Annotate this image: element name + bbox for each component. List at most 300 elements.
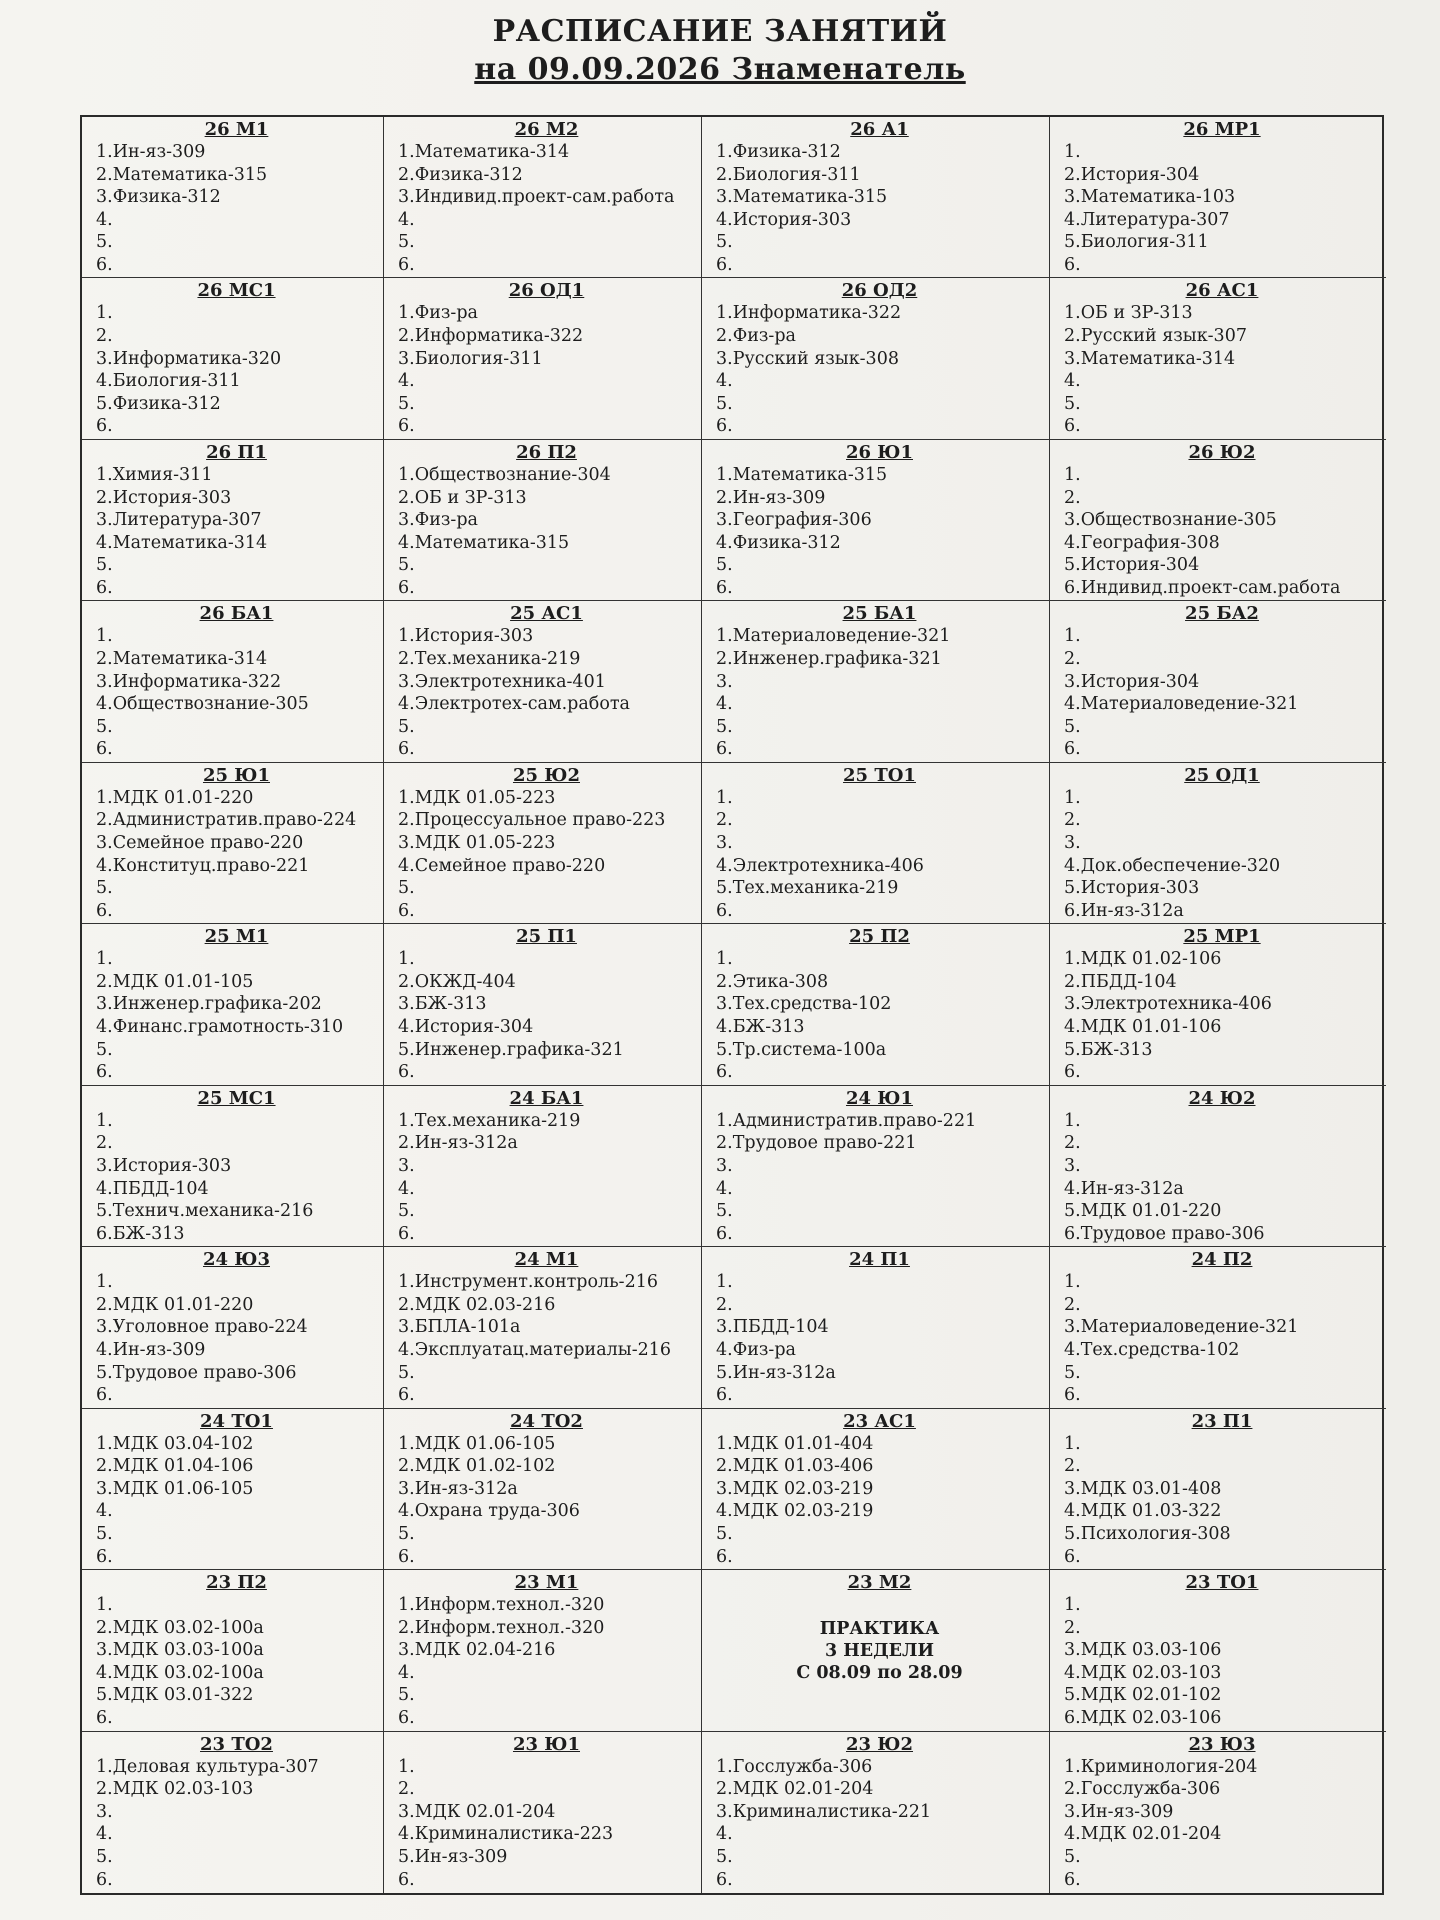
- lesson-line: 2.: [716, 810, 733, 831]
- lesson-line: 2.: [1064, 1456, 1081, 1477]
- page-subtitle: на 09.09.2026 Знаменатель: [474, 52, 966, 87]
- group-cell: [384, 601, 702, 762]
- lesson-line: 4.МДК 02.01-204: [1064, 1824, 1222, 1845]
- lesson-line: 1.МДК 03.04-102: [96, 1433, 254, 1454]
- lesson-line: 4.МДК 02.03-219: [716, 1501, 874, 1522]
- lesson-line: 1.МДК 01.02-106: [1064, 949, 1222, 970]
- lesson-line: 5.БЖ-313: [1064, 1039, 1153, 1060]
- lesson-line: 2.: [96, 326, 113, 347]
- group-cell: [384, 1570, 702, 1731]
- lesson-line: 1.МДК 01.05-223: [398, 787, 556, 808]
- group-name: 24 БА1: [509, 1087, 584, 1109]
- lesson-line: 1.: [1064, 1110, 1081, 1131]
- lesson-line: 1.Математика-314: [398, 142, 570, 162]
- lesson-line: 6.: [96, 254, 113, 275]
- lesson-line: 6.МДК 02.03-106: [1064, 1708, 1222, 1729]
- lesson-line: 4.БЖ-313: [716, 1017, 805, 1038]
- lesson-line: 3.: [398, 1155, 415, 1176]
- lesson-line: 4.История-303: [716, 209, 852, 230]
- lesson-line: 4.Математика-314: [96, 532, 268, 553]
- lesson-line: 2.МДК 01.01-105: [96, 971, 254, 992]
- group-name: 25 БА1: [842, 603, 917, 625]
- group-cell: [1050, 1247, 1386, 1408]
- lesson-line: 1.: [1064, 787, 1081, 808]
- lesson-line: 5.МДК 01.01-220: [1064, 1201, 1222, 1222]
- lesson-line: 5.: [96, 555, 113, 576]
- lesson-line: 3.Информатика-322: [96, 671, 282, 692]
- lesson-line: 5.Трудовое право-306: [96, 1362, 297, 1383]
- group-name: 23 М1: [514, 1572, 579, 1594]
- lesson-line: 6.: [398, 577, 415, 598]
- lesson-line: 3.МДК 02.01-204: [398, 1801, 556, 1822]
- lesson-line: 4.: [716, 694, 733, 715]
- lesson-line: 2.Инженер.графика-321: [716, 648, 942, 669]
- lesson-line: 5.МДК 03.01-322: [96, 1685, 254, 1706]
- lesson-line: 4.Эксплуатац.материалы-216: [398, 1339, 672, 1360]
- group-name: 26 ОД2: [841, 280, 918, 302]
- lesson-line: 2.: [1064, 648, 1081, 669]
- group-name: 24 ТО1: [200, 1410, 273, 1432]
- lesson-line: 2.МДК 01.03-406: [716, 1456, 874, 1477]
- lesson-line: 6.: [398, 416, 415, 437]
- lesson-line: 2.Процессуальное право-223: [398, 810, 666, 831]
- lesson-line: 3.: [716, 671, 733, 692]
- group-cell: [702, 1409, 1050, 1570]
- lesson-line: 4.: [96, 1501, 113, 1522]
- lesson-line: 4.Математика-315: [398, 532, 570, 553]
- lesson-line: 3.МДК 03.01-408: [1064, 1478, 1222, 1499]
- lesson-line: 4.: [398, 1662, 415, 1683]
- lesson-line: 6.: [716, 900, 733, 921]
- group-name: 26 БА1: [199, 603, 274, 625]
- lesson-line: 2.МДК 02.01-204: [716, 1779, 874, 1800]
- lesson-line: 4.Финанс.грамотность-310: [96, 1017, 344, 1038]
- lesson-line: 5.: [716, 1846, 733, 1867]
- lesson-line: 4.Конституц.право-221: [96, 855, 310, 876]
- group-cell: [384, 117, 702, 278]
- lesson-line: 6.: [398, 1869, 415, 1890]
- lesson-line: 4.: [716, 1178, 733, 1199]
- group-cell: [702, 117, 1050, 278]
- lesson-line: 1.Физика-312: [716, 142, 841, 162]
- lesson-line: 4.: [398, 1178, 415, 1199]
- lesson-line: 2.ОКЖД-404: [398, 971, 516, 992]
- lesson-line: 1.: [398, 949, 415, 970]
- group-cell: [82, 763, 384, 924]
- lesson-line: 3.МДК 02.03-219: [716, 1478, 874, 1499]
- group-cell: [1050, 601, 1386, 762]
- group-name: 23 Ю3: [1188, 1733, 1256, 1755]
- lesson-line: 5.: [716, 232, 733, 253]
- lesson-line: 2.МДК 02.03-216: [398, 1294, 556, 1315]
- group-name: 25 МС1: [197, 1087, 276, 1109]
- lesson-line: 2.Административ.право-224: [96, 810, 357, 831]
- lesson-line: 6.БЖ-313: [96, 1223, 185, 1244]
- group-name: 24 Ю2: [1188, 1087, 1256, 1109]
- lesson-line: 1.: [1064, 464, 1081, 485]
- lesson-line: 6.: [398, 900, 415, 921]
- lesson-line: 5.: [716, 555, 733, 576]
- lesson-line: 2.Русский язык-307: [1064, 326, 1247, 347]
- group-name: 23 П1: [1191, 1410, 1253, 1432]
- lesson-line: 5.Ин-яз-312а: [716, 1362, 836, 1383]
- lesson-line: 5.: [398, 232, 415, 253]
- lesson-line: 3.Ин-яз-309: [1064, 1801, 1174, 1822]
- practice-note: [716, 1618, 1043, 1684]
- lesson-line: 4.Биология-311: [96, 371, 241, 392]
- lesson-line: 6.: [398, 1062, 415, 1083]
- lesson-line: 2.: [1064, 1294, 1081, 1315]
- lesson-line: 1.МДК 01.01-220: [96, 787, 254, 808]
- lesson-line: 2.Этика-308: [716, 971, 829, 992]
- lesson-line: 4.Док.обеспечение-320: [1064, 855, 1281, 876]
- lesson-line: 4.МДК 01.01-106: [1064, 1017, 1222, 1038]
- lesson-line: 6.: [716, 1546, 733, 1567]
- group-name: 23 ТО2: [200, 1733, 273, 1755]
- lesson-line: 4.Электротех-сам.работа: [398, 694, 630, 715]
- lesson-line: 2.МДК 01.02-102: [398, 1456, 556, 1477]
- group-cell: [82, 278, 384, 439]
- lesson-line: 2.: [96, 1133, 113, 1154]
- group-name: 26 Ю2: [1188, 441, 1256, 463]
- lesson-line: 1.: [716, 949, 733, 970]
- lesson-line: 5.: [398, 393, 415, 414]
- lesson-line: 5.: [716, 716, 733, 737]
- lesson-line: 1.Математика-315: [716, 464, 888, 485]
- lesson-line: 4.: [1064, 371, 1081, 392]
- group-name: 25 ОД1: [1184, 764, 1260, 786]
- lesson-line: 4.Охрана труда-306: [398, 1501, 580, 1522]
- lesson-line: 1.Физ-ра: [398, 303, 478, 324]
- lesson-line: 1.Информатика-322: [716, 303, 902, 324]
- group-name: 25 П1: [516, 926, 577, 948]
- group-name: 24 Ю3: [202, 1249, 270, 1271]
- lesson-line: 3.Инженер.графика-202: [96, 994, 322, 1015]
- group-cell: [702, 1570, 1050, 1731]
- lesson-line: 6.: [1064, 254, 1081, 275]
- group-cell: [82, 924, 384, 1085]
- group-name: 26 М1: [204, 119, 269, 140]
- lesson-line: 4.Криминалистика-223: [398, 1824, 614, 1845]
- lesson-line: 5.: [716, 1201, 733, 1222]
- lesson-line: 6.: [716, 1223, 733, 1244]
- lesson-line: 3.Семейное право-220: [96, 833, 304, 853]
- lesson-line: 4.Физ-ра: [716, 1339, 796, 1360]
- lesson-line: 2.ОБ и ЗР-313: [398, 487, 527, 508]
- lesson-line: 1.Обществознание-304: [398, 464, 611, 485]
- group-cell: [1050, 763, 1386, 924]
- lesson-line: 5.: [96, 716, 113, 737]
- lesson-line: 3.МДК 01.06-105: [96, 1478, 254, 1499]
- lesson-line: 5.Инженер.графика-321: [398, 1039, 624, 1060]
- lesson-line: 3.БПЛА-101а: [398, 1317, 521, 1338]
- lesson-line: 5.: [398, 716, 415, 737]
- group-name: 26 П1: [206, 441, 267, 463]
- lesson-line: 2.История-303: [96, 487, 232, 508]
- lesson-line: 1.: [716, 787, 733, 808]
- lesson-line: 6.: [96, 577, 113, 598]
- lesson-line: 2.Информатика-322: [398, 326, 584, 347]
- lesson-line: 3.Уголовное право-224: [96, 1317, 308, 1338]
- lesson-line: 5.: [398, 1524, 415, 1544]
- lesson-line: 4.: [398, 209, 415, 230]
- practice-note-line: 3 НЕДЕЛИ: [824, 1641, 935, 1662]
- lesson-line: 2.: [1064, 1133, 1081, 1154]
- group-cell: [384, 763, 702, 924]
- group-cell: [702, 601, 1050, 762]
- lesson-line: 5.: [96, 1846, 113, 1867]
- group-cell: [384, 440, 702, 601]
- lesson-line: 5.МДК 02.01-102: [1064, 1685, 1222, 1706]
- lesson-line: 6.Трудовое право-306: [1064, 1223, 1265, 1244]
- lesson-line: 2.Ин-яз-312а: [398, 1133, 518, 1154]
- lesson-line: 2.: [716, 1294, 733, 1315]
- lesson-line: 2.: [398, 1779, 415, 1800]
- lesson-line: 5.: [398, 1201, 415, 1222]
- lesson-line: 1.Криминология-204: [1064, 1756, 1258, 1777]
- lesson-line: 3.Математика-103: [1064, 187, 1236, 208]
- lesson-line: 3.Биология-311: [398, 348, 543, 369]
- lesson-line: 4.Ин-яз-312а: [1064, 1178, 1184, 1199]
- lesson-line: 2.Математика-315: [96, 164, 268, 185]
- lesson-line: 2.Информ.технол.-320: [398, 1617, 605, 1638]
- lesson-line: 3.История-303: [96, 1155, 232, 1176]
- group-name: 25 Ю2: [512, 764, 580, 786]
- lesson-line: 6.: [716, 416, 733, 437]
- lesson-line: 5.История-304: [1064, 555, 1200, 576]
- lesson-line: 5.Психология-308: [1064, 1524, 1231, 1544]
- lesson-line: 3.: [1064, 1155, 1081, 1176]
- lesson-line: 4.География-308: [1064, 532, 1220, 553]
- group-name: 26 Ю1: [845, 441, 913, 463]
- lesson-line: 6.: [398, 254, 415, 275]
- lesson-line: 5.Физика-312: [96, 393, 221, 414]
- lesson-line: 1.История-303: [398, 626, 534, 647]
- lesson-line: 2.Госслужба-306: [1064, 1779, 1221, 1800]
- lesson-line: 6.: [398, 1385, 415, 1406]
- group-cell: [82, 601, 384, 762]
- group-name: 26 МС1: [197, 280, 276, 302]
- group-name: 26 М2: [514, 119, 579, 140]
- group-cell: [1050, 924, 1386, 1085]
- group-name: 26 А1: [850, 119, 909, 140]
- group-cell: [702, 440, 1050, 601]
- lesson-line: 4.МДК 01.03-322: [1064, 1501, 1222, 1522]
- lesson-line: 5.: [96, 878, 113, 899]
- lesson-line: 2.Физ-ра: [716, 326, 796, 347]
- lesson-line: 5.: [716, 393, 733, 414]
- lesson-line: 4.Тех.средства-102: [1064, 1339, 1240, 1360]
- lesson-line: 1.Госслужба-306: [716, 1756, 873, 1777]
- lesson-line: 4.МДК 02.03-103: [1064, 1662, 1222, 1683]
- group-cell: [1050, 278, 1386, 439]
- lesson-line: 6.: [1064, 416, 1081, 437]
- group-cell: [1050, 1732, 1386, 1893]
- lesson-line: 6.: [716, 254, 733, 275]
- lesson-line: 6.: [96, 900, 113, 921]
- lesson-line: 6.: [1064, 1062, 1081, 1083]
- practice-note-line: ПРАКТИКА: [819, 1619, 940, 1640]
- lesson-line: 1.: [96, 949, 113, 970]
- lesson-line: 6.: [398, 739, 415, 760]
- lesson-line: 1.: [1064, 142, 1081, 162]
- lesson-line: 6.: [398, 1223, 415, 1244]
- lesson-line: 3.Русский язык-308: [716, 348, 899, 369]
- lesson-line: 1.ОБ и ЗР-313: [1064, 303, 1193, 324]
- lesson-line: 4.Ин-яз-309: [96, 1339, 206, 1360]
- lesson-line: 1.Информ.технол.-320: [398, 1595, 605, 1616]
- lesson-line: 5.Технич.механика-216: [96, 1201, 314, 1222]
- lesson-line: 2.МДК 02.03-103: [96, 1779, 254, 1800]
- lesson-line: 3.: [96, 1801, 113, 1822]
- lesson-line: 4.: [716, 1824, 733, 1845]
- group-cell: [702, 924, 1050, 1085]
- lesson-line: 3.Физика-312: [96, 187, 221, 208]
- lesson-line: 6.: [1064, 1385, 1081, 1406]
- lesson-line: 6.Индивид.проект-сам.работа: [1064, 577, 1341, 598]
- lesson-line: 4.: [398, 371, 415, 392]
- group-cell: [384, 278, 702, 439]
- lesson-line: 3.География-306: [716, 510, 872, 531]
- group-cell: [82, 1086, 384, 1247]
- lesson-line: 1.: [96, 1272, 113, 1293]
- group-name: 25 МР1: [1183, 926, 1261, 948]
- lesson-line: 1.Административ.право-221: [716, 1110, 977, 1131]
- lesson-line: 5.: [716, 1524, 733, 1544]
- group-cell: [82, 117, 384, 278]
- lesson-line: 6.: [716, 739, 733, 760]
- group-cell: [82, 1732, 384, 1893]
- lesson-line: 1.МДК 01.06-105: [398, 1433, 556, 1454]
- group-name: 25 П2: [849, 926, 910, 948]
- lesson-line: 1.Тех.механика-219: [398, 1110, 581, 1131]
- group-cell: [384, 1409, 702, 1570]
- lesson-line: 4.: [716, 371, 733, 392]
- lesson-line: 6.: [716, 1869, 733, 1890]
- group-name: 26 ОД1: [508, 280, 585, 302]
- lesson-line: 3.ПБДД-104: [716, 1317, 829, 1338]
- lesson-line: 5.: [398, 878, 415, 899]
- lesson-line: 5.: [1064, 393, 1081, 414]
- group-cell: [82, 1247, 384, 1408]
- lesson-line: 3.: [716, 1155, 733, 1176]
- group-name: 23 ТО1: [1185, 1572, 1259, 1594]
- lesson-line: 5.: [1064, 716, 1081, 737]
- lesson-line: 1.Деловая культура-307: [96, 1756, 319, 1777]
- lesson-line: 2.Физика-312: [398, 164, 523, 185]
- group-name: 24 П1: [849, 1249, 910, 1271]
- group-name: 25 БА2: [1185, 603, 1259, 625]
- group-name: 23 АС1: [843, 1410, 916, 1432]
- lesson-line: 6.Ин-яз-312а: [1064, 900, 1184, 921]
- lesson-line: 5.История-303: [1064, 878, 1200, 899]
- group-cell: [1050, 1086, 1386, 1247]
- group-cell: [1050, 1570, 1386, 1731]
- group-name: 23 М2: [847, 1572, 912, 1594]
- group-cell: [1050, 1409, 1386, 1570]
- lesson-line: 2.Математика-314: [96, 648, 268, 669]
- group-cell: [384, 1247, 702, 1408]
- lesson-line: 3.Информатика-320: [96, 348, 282, 369]
- lesson-line: 1.Инструмент.контроль-216: [398, 1272, 658, 1293]
- group-cell: [702, 1732, 1050, 1893]
- group-cell: [1050, 440, 1386, 601]
- lesson-line: 1.МДК 01.01-404: [716, 1433, 874, 1454]
- group-name: 25 ТО1: [843, 764, 916, 786]
- lesson-line: 6.: [96, 1546, 113, 1567]
- lesson-line: 2.Ин-яз-309: [716, 487, 826, 508]
- lesson-line: 6.: [398, 1708, 415, 1729]
- lesson-line: 1.: [96, 1595, 113, 1616]
- group-name: 25 АС1: [510, 603, 583, 625]
- lesson-line: 4.История-304: [398, 1017, 534, 1038]
- lesson-line: 3.Индивид.проект-сам.работа: [398, 187, 675, 208]
- lesson-line: 1.: [716, 1272, 733, 1293]
- group-name: 25 М1: [204, 926, 269, 948]
- lesson-line: 1.: [1064, 1433, 1081, 1454]
- lesson-line: 4.Физика-312: [716, 532, 841, 553]
- lesson-line: 4.Материаловедение-321: [1064, 694, 1299, 715]
- lesson-line: 6.: [96, 1062, 113, 1083]
- lesson-line: 3.: [1064, 833, 1081, 853]
- practice-note-line: С 08.09 по 28.09: [796, 1663, 963, 1684]
- lesson-line: 4.Литература-307: [1064, 209, 1230, 230]
- group-cell: [82, 1409, 384, 1570]
- lesson-line: 3.Математика-315: [716, 187, 888, 208]
- lesson-line: 6.: [1064, 1869, 1081, 1890]
- schedule-table: [80, 115, 1384, 1895]
- lesson-line: 6.: [398, 1546, 415, 1567]
- lesson-line: 3.МДК 03.03-100а: [96, 1640, 264, 1661]
- lesson-line: 3.Электротехника-406: [1064, 994, 1272, 1015]
- lesson-line: 6.: [96, 416, 113, 437]
- lesson-line: 4.Семейное право-220: [398, 855, 606, 876]
- lesson-line: 3.Материаловедение-321: [1064, 1317, 1299, 1338]
- lesson-line: 2.: [1064, 810, 1081, 831]
- lesson-line: 3.МДК 01.05-223: [398, 833, 556, 853]
- group-cell: [1050, 117, 1386, 278]
- lesson-line: 2.Биология-311: [716, 164, 861, 185]
- lesson-line: 6.: [1064, 1546, 1081, 1567]
- lesson-line: 1.: [1064, 1595, 1081, 1616]
- group-name: 24 М1: [514, 1249, 579, 1271]
- lesson-line: 1.: [96, 303, 113, 324]
- lesson-line: 3.Обществознание-305: [1064, 510, 1277, 531]
- lesson-line: 3.Литература-307: [96, 510, 262, 531]
- lesson-line: 6.: [96, 739, 113, 760]
- lesson-line: 2.: [1064, 1617, 1081, 1638]
- lesson-line: 3.Ин-яз-312а: [398, 1478, 518, 1499]
- group-cell: [384, 924, 702, 1085]
- lesson-line: 5.: [398, 1362, 415, 1383]
- lesson-line: 4.Обществознание-305: [96, 694, 309, 715]
- lesson-line: 3.Физ-ра: [398, 510, 478, 531]
- group-name: 25 Ю1: [202, 764, 270, 786]
- lesson-line: 5.Ин-яз-309: [398, 1846, 508, 1867]
- lesson-line: 4.МДК 03.02-100а: [96, 1662, 264, 1683]
- lesson-line: 1.Химия-311: [96, 464, 213, 485]
- group-name: 24 Ю1: [845, 1087, 913, 1109]
- lesson-line: 1.: [398, 1756, 415, 1777]
- group-cell: [702, 763, 1050, 924]
- lesson-line: 1.: [96, 1110, 113, 1131]
- lesson-line: 3.История-304: [1064, 671, 1200, 692]
- lesson-line: 6.: [716, 1062, 733, 1083]
- lesson-line: 2.ПБДД-104: [1064, 971, 1177, 992]
- lesson-line: 5.: [1064, 1846, 1081, 1867]
- lesson-line: 4.: [96, 1824, 113, 1845]
- lesson-line: 2.Трудовое право-221: [716, 1133, 917, 1154]
